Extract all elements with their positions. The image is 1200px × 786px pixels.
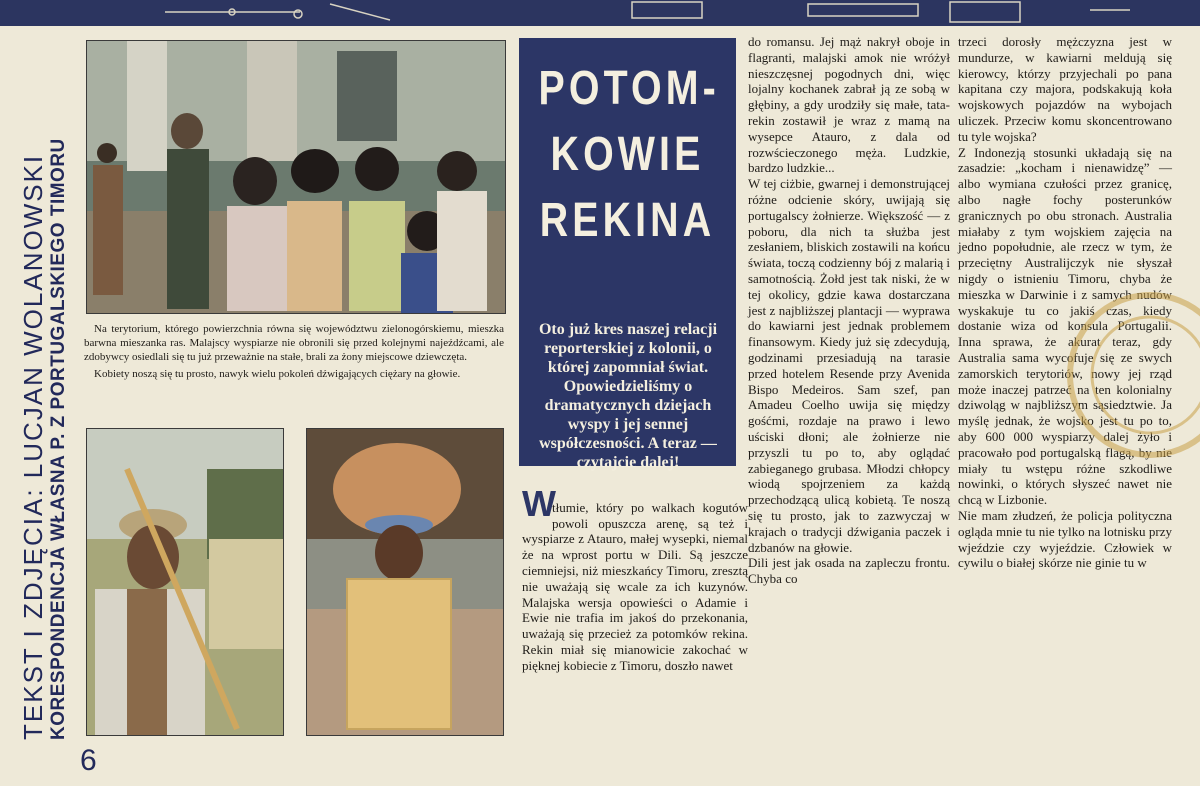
photo-woman	[306, 428, 504, 736]
caption-paragraph-1: Na terytorium, którego powierzchnia równa się województwu zielonogórskiemu, mieszka barwna mieszanka ras. Malajscy wyspiarze nie obronili się przed kolejnymi najeźdźcami, ale zdobywcy osiedlali się tu już przeważnie na stałe, brali za żony miejscowe dziewczęta.	[84, 323, 504, 363]
sidebar-credits	[4, 40, 78, 740]
article-column-3: trzeci dorosły mężczyzna jest w mundurze, w kawiarni meldują się kierowcy, którzy przyjechali po pana kapitana czy majora, podskakują koła wojskowych pojazdów na wybojach uliczek. Przeciw komu skoncentrowano tu tyle wojska? Z Indonezją stosunki układają się na zasadzie: „kocham i nienawidzę” — albo wymiana czułości przez granicę, albo nagłe fochy posterunków granicznych po obu stronach. Australia miałaby z tym wojskiem zajęcia na jedno popołudnie, ale rzecz w tym, że przeciętny Australijczyk nie słyszał nigdy o istnieniu Timoru, chyba że mieszka w Darwinie i z samych nudów wyskakuje tu co jakiś czas, kiedy dostanie wiza od konsula Portugalii. Inna sprawa, że akurat teraz, gdy Australia sama wycofuje się ze swych zamorskich terytoriów, nowy jej rząd może inaczej patrzeć na ten kolonialny dziwoląg w najbliższym sąsiedztwie. Ja myślę jednak, że wojsko jest tu po to, aby 600 000 wyspiarzy dalej żyło i pracowało pod portugalską flagą, by nie miały tu wstępu różne szkodliwe nowinki, o których słyszeć nawet nie chcą w Lizbonie. Nie mam złudzeń, że policja polityczna ogląda mnie tu nie tylko na lotnisku przy wjeździe czy wyjeździe. Człowiek w cywilu o białej skórze nie ginie tu w	[958, 34, 1172, 571]
title-box	[519, 38, 736, 471]
drop-cap: W	[522, 483, 556, 524]
top-decorative-band	[0, 0, 1200, 26]
photo-group-of-children-and-soldier-icon	[87, 41, 505, 313]
photo-woman-carrying-load-on-head-icon	[307, 429, 503, 735]
photo-caption	[84, 322, 504, 384]
library-stamp-icon	[1060, 285, 1200, 465]
author-credit: TEKST I ZDJĘCIA: LUCJAN WOLANOWSKI	[18, 153, 48, 740]
correspondence-credit: KORESPONDENCJA WŁASNA P. Z PORTUGALSKIEGO TIMORU	[48, 138, 69, 740]
photo-group	[86, 40, 506, 314]
title-line-3: REKINA	[539, 194, 716, 247]
photo-man	[86, 428, 284, 736]
article-title	[538, 56, 720, 254]
article-column-1	[522, 484, 748, 774]
title-line-1: POTOM-	[538, 62, 720, 115]
top-band-illustrations-icon	[0, 0, 1200, 26]
article-column-1-text: tłumie, który po walkach kogutów powoli opuszcza arenę, są też i wyspiarze z Atauro, małej wysepki, niemal że na wprost portu w Dili. Są jeszcze ciemniejsi, niż mieszkańcy Timoru, zresztą nie uważają się wcale za ich kuzynów. Malajska wersja opowieści o Adamie i Ewie nie trafia im jakoś do przekonania, uważają się przecież za potomków rekina. Rekin miał się mianowicie zakochać w pięknej kobiecie z Timoru, doszło nawet	[522, 499, 748, 673]
caption-paragraph-2: Kobiety noszą się tu prosto, nawyk wielu pokoleń dźwigających ciężary na głowie.	[94, 368, 461, 380]
page-number: 6	[80, 744, 97, 777]
article-column-2: do romansu. Jej mąż nakrył oboje in flagranti, malajski amok nie wróżył nieszczęsnej pogodnych dni, więc lojalny kochanek zabrał ją ze sobą w głębiny, a gdy urodziły się małe, tata-rekin zostawił je wraz z mamą na wysepce Atauro, z dala od rozwścieczonego męża. Ludzkie, bardzo ludzkie... W tej ciżbie, gwarnej i demonstrującej różne odcienie skóry, uwijają się portugalscy żołnierze. Większość — z poboru, dla nich ta służba jest zesłaniem, bliskich zostawili na końcu świata, toczą codzienny bój z malarią i samotnością. Żołd jest tak niski, że w tej okolicy, gdzie kawa dostarczana jest z najbliższej plantacji — wyprawa do kawiarni jest jednak problemem finansowym. Kiedy już się zdecydują, godzinami przesiadują na tarasie przed hotelem Resende przy Avenida Bispo Medeiros. Sam szef, pan Amadeu Coelho uwija się między gośćmi, rozdaje na prawo i lewo uściski dłoni; ale żołnierze nie przyszli tu po to, aby oglądać zabieganego grubasa. Młodzi chłopcy wiodą spojrzeniem za każdą przechodzącą ulicą kobietą. Te noszą się tu prosto, jak to zazwyczaj w krajach o tradycji dźwigania paczek i dzbanów na głowie. Dili jest jak osada na zapleczu frontu. Chyba co	[748, 34, 950, 587]
article-lead: Oto już kres naszej relacji reporterskiej z kolonii, o której zapomniał świat. Opowiedzieliśmy o dramatycznych dziejach wyspy i jej sennej współczesności. A teraz — czytajcie dalej!	[538, 321, 718, 471]
dropcap-space	[522, 500, 552, 530]
title-line-2: KOWIE	[550, 128, 705, 181]
photo-man-with-stick-icon	[87, 429, 283, 735]
